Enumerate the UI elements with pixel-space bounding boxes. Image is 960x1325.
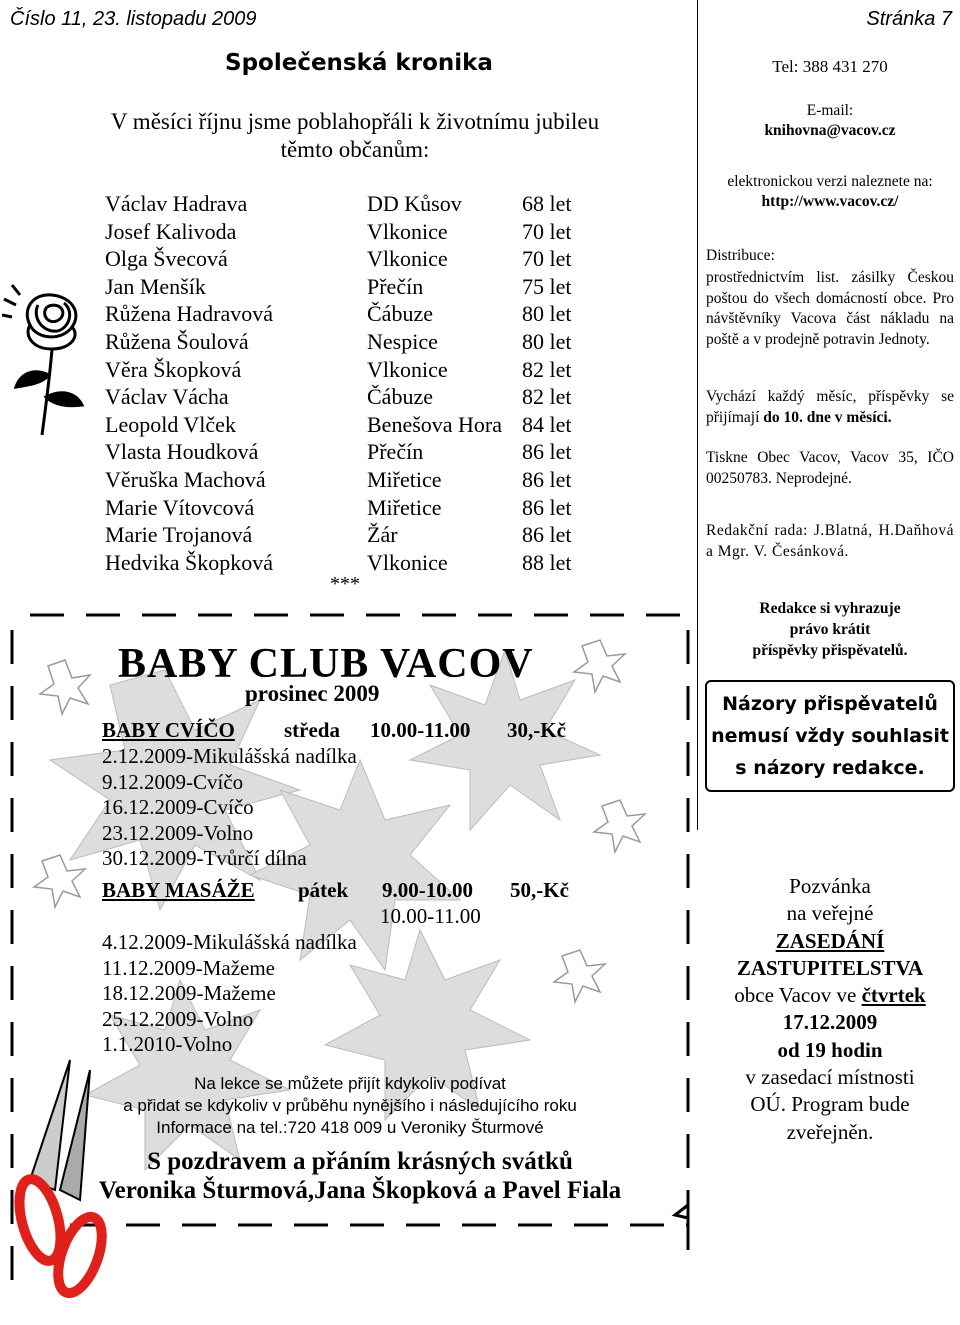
list-item: 25.12.2009-Volno: [102, 1006, 254, 1031]
list-item: Marie Trojanová Žár 86 let: [105, 522, 572, 548]
list-item: Olga Švecová Vlkonice 70 let: [105, 246, 572, 272]
list-item: Vlasta Houdková Přečín 86 let: [105, 439, 572, 465]
web-link[interactable]: http://www.vacov.cz/: [761, 193, 899, 210]
section-title: Společenská kronika: [225, 50, 493, 76]
list-item: Václav Hadrava DD Kůsov 68 let: [105, 191, 572, 216]
chronicle-intro: V měsíci říjnu jsme poblahopřáli k životnímu jubileu těmto občanům:: [110, 109, 600, 162]
web-block: elektronickou verzi naleznete na: http://www.vacov.cz/: [706, 172, 954, 212]
monthly-note: Vychází každý měsíc, příspěvky se přijímají do 10. dne v měsíci.: [706, 388, 954, 426]
list-item: 4.12.2009-Mikulášská nadílka: [102, 930, 357, 954]
masaze-time2: 10.00-11.00: [380, 904, 481, 928]
list-item: Václav Vácha Čábuze 82 let: [105, 384, 572, 410]
list-item: 2.12.2009-Mikulášská nadílka: [102, 744, 357, 768]
email-link[interactable]: knihovna@vacov.cz: [764, 122, 896, 139]
list-item: 1.1.2010-Volno: [102, 1032, 233, 1057]
list-item: Marie Vítovcová Miřetice 86 let: [105, 494, 572, 520]
phone: Tel: 388 431 270: [772, 57, 888, 76]
club-greeting: S pozdravem a přáním krásných svátků Veronika Šturmová,Jana Škopková a Pavel Fiala: [98, 1148, 622, 1204]
list-item: 9.12.2009-Cvíčo: [102, 769, 244, 794]
list-item: Růžena Šoulová Nespice 80 let: [105, 328, 572, 354]
club-month: prosinec 2009: [245, 681, 380, 706]
jubilee-list: [105, 190, 592, 576]
club-title: BABY CLUB VACOV: [118, 641, 534, 687]
editor-reserve: Redakce si vyhrazuje právo krátit příspěvky přispěvatelů.: [752, 600, 908, 659]
list-item: Růžena Hadravová Čábuze 80 let: [105, 301, 572, 327]
list-item: Jan Menšík Přečín 75 let: [105, 273, 572, 299]
meeting-invitation: Pozvánka na veřejné ZASEDÁNÍ ZASTUPITELSTVA obce Vacov ve čtvrtek 17.12.2009 od 19 hodin v zasedací místnosti OÚ. Program bude zveřejněn.: [734, 874, 926, 1144]
cvico-dates: [102, 744, 357, 872]
list-item: Hedvika Škopková Vlkonice 88 let: [105, 549, 572, 575]
list-item: Věra Škopková Vlkonice 82 let: [105, 356, 572, 382]
masaze-dates: [102, 930, 357, 1058]
editors: Redakční rada: J.Blatná, H.Daňhová a Mgr. V. Česánková.: [706, 522, 954, 560]
list-item: Věruška Machová Miřetice 86 let: [105, 466, 572, 492]
list-item: 18.12.2009-Mažeme: [102, 981, 276, 1006]
list-item: Leopold Vlček Benešova Hora 84 let: [105, 411, 572, 437]
masaze-header: BABY MASÁŽE pátek 9.00-10.00 50,-Kč: [102, 878, 569, 902]
cvico-header: BABY CVÍČO středa 10.00-11.00 30,-Kč: [102, 718, 566, 742]
list-item: 11.12.2009-Mažeme: [102, 955, 276, 980]
email-block: E-mail: knihovna@vacov.cz: [706, 101, 954, 141]
page-number: Stránka 7: [866, 8, 952, 30]
club-info: Na lekce se můžete přijít kdykoliv podívat a přidat se kdykoliv v průběhu nynějšího i následujícího roku Informace na tel.:720 418 009 u Veroniky Šturmové: [123, 1074, 577, 1137]
list-item: 16.12.2009-Cvíčo: [102, 795, 254, 820]
distribution-label: Distribuce:: [706, 247, 775, 264]
issue-info: Číslo 11, 23. listopadu 2009: [10, 8, 257, 30]
list-item: Josef Kalivoda Vlkonice 70 let: [105, 218, 572, 244]
distribution-text: prostřednictvím list. zásilky Českou poštou do všech domácností obce. Pro návštěvníky Vacova část nákladu na poště a v prodejně potravin Jednoty.: [706, 269, 954, 348]
list-item: 23.12.2009-Volno: [102, 820, 254, 845]
list-item: 30.12.2009-Tvůrčí dílna: [102, 846, 307, 871]
printer-note: Tiskne Obec Vacov, Vacov 35, IČO 00250783. Neprodejné.: [706, 449, 954, 487]
separator: ***: [330, 573, 360, 595]
disclaimer-box: Názory přispěvatelů nemusí vždy souhlasit s názory redakce.: [705, 680, 955, 792]
rose-icon: [2, 275, 102, 445]
